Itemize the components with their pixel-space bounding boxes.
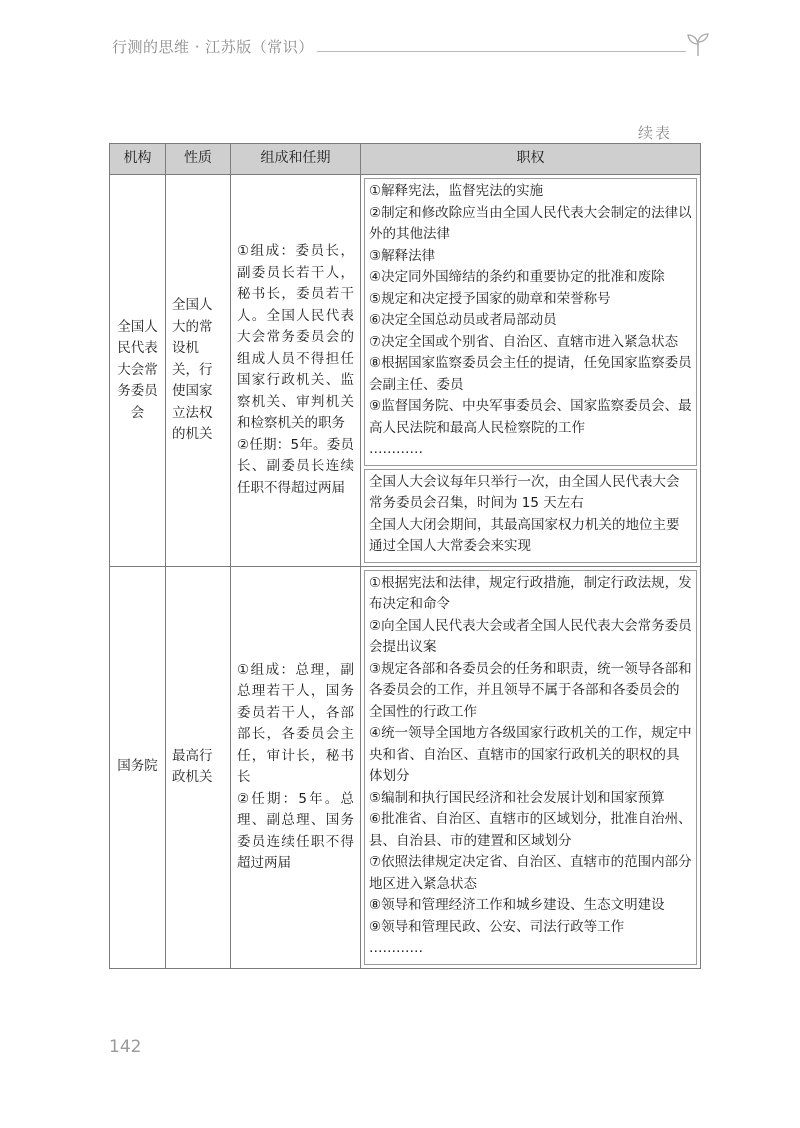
duty-item: ⑧根据国家监察委员会主任的提请，任免国家监察委员会副主任、委员	[369, 355, 692, 393]
duties-cell	[361, 175, 701, 567]
table-row	[110, 566, 701, 968]
duty-item: ⑦决定全国或个别省、自治区、直辖市进入紧急状态	[369, 333, 679, 350]
composition-cell	[231, 175, 361, 567]
duties-list-box	[364, 570, 697, 965]
duty-item: ①解释宪法，监督宪法的实施	[369, 183, 544, 199]
duty-item: ②制定和修改除应当由全国人民代表大会制定的法律以外的其他法律	[369, 204, 692, 242]
duty-item: ⑨领导和管理民政、公安、司法行政等工作	[369, 918, 625, 935]
duty-item: ①根据宪法和法律，规定行政措施，制定行政法规，发布决定和命令	[369, 574, 692, 612]
duty-item: ⑨监督国务院、中央军事委员会、国家监察委员会、最高人民法院和最高人民检察院的工作	[369, 398, 692, 436]
duty-item: ⑤规定和决定授予国家的勋章和荣誉称号	[369, 290, 611, 307]
organ-nature-cell: 全国人大的常设机关，行使国家立法权的机关	[166, 175, 231, 567]
page-number: 142	[109, 1037, 142, 1057]
column-header-nature: 性质	[166, 144, 231, 175]
duty-item: ③规定各部和各委员会的任务和职责，统一领导各部和各委员会的工作，并且领导不属于各部和各委员会的全国性的行政工作	[369, 660, 692, 720]
sprout-icon	[684, 30, 712, 58]
column-header-organ: 机构	[110, 144, 166, 175]
column-header-duties: 职权	[361, 144, 701, 175]
duty-item: ②向全国人民代表大会或者全国人民代表大会常务委员会提出议案	[369, 617, 692, 655]
duty-item: ⑦依照法律规定决定省、自治区、直辖市的范围内部分地区进入紧急状态	[369, 854, 692, 892]
organ-nature-cell: 最高行政机关	[166, 566, 231, 968]
duty-note: 全国人大闭会期间，其最高国家权力机关的地位主要通过全国人大常委会来实现	[369, 516, 680, 554]
duties-list-box	[364, 178, 697, 466]
duty-item: ④决定同外国缔结的条约和重要协定的批准和废除	[369, 269, 665, 285]
organ-name-cell: 国务院	[110, 566, 166, 968]
duty-item: ⑧领导和管理经济工作和城乡建设、生态文明建设	[369, 897, 665, 913]
composition-item: ②任期：5年。委员长、副委员长连续任职不得超过两届	[237, 436, 354, 496]
table-header-row	[110, 144, 701, 175]
page-header	[112, 28, 712, 68]
table-row	[110, 175, 701, 567]
duty-item-ellipsis: …………	[369, 940, 423, 956]
organ-name-cell: 全国人民代表大会常务委员会	[110, 175, 166, 567]
duty-item: ⑥决定全国总动员或者局部动员	[369, 312, 557, 328]
duty-item: ③解释法律	[369, 247, 436, 264]
composition-item: ①组成：委员长，副委员长若干人，秘书长，委员若干人。全国人民代表大会常务委员会的组成人员不得担任国家行政机关、监察机关、审判机关和检察机关的职务	[237, 243, 354, 432]
composition-item: ①组成：总理，副总理若干人，国务委员若干人，各部部长，各委员会主任，审计长，秘书长	[237, 661, 354, 785]
duty-item: ⑤编制和执行国民经济和社会发展计划和国家预算	[369, 789, 665, 806]
continued-label: 续表	[638, 124, 673, 142]
duty-note: 全国人大会议每年只举行一次，由全国人民代表大会常务委员会召集，时间为 15 天左右	[369, 473, 680, 511]
duties-cell	[361, 566, 701, 968]
duties-note-box	[364, 469, 697, 563]
duty-item: ④统一领导全国地方各级国家行政机关的工作，规定中央和省、自治区、直辖市的国家行政机关的职权的具体划分	[369, 725, 692, 784]
duty-item-ellipsis: …………	[369, 441, 423, 457]
book-title: 行测的思维 · 江苏版（常识）	[112, 38, 314, 56]
duty-item: ⑥批准省、自治区、直辖市的区域划分，批准自治州、县、自治县、市的建置和区域划分	[369, 811, 692, 849]
composition-item: ②任期：5年。总理、副总理、国务委员连续任职不得超过两届	[237, 790, 354, 871]
composition-cell	[231, 566, 361, 968]
government-organs-table	[109, 143, 701, 969]
header-rule	[317, 51, 686, 52]
column-header-composition: 组成和任期	[231, 144, 361, 175]
